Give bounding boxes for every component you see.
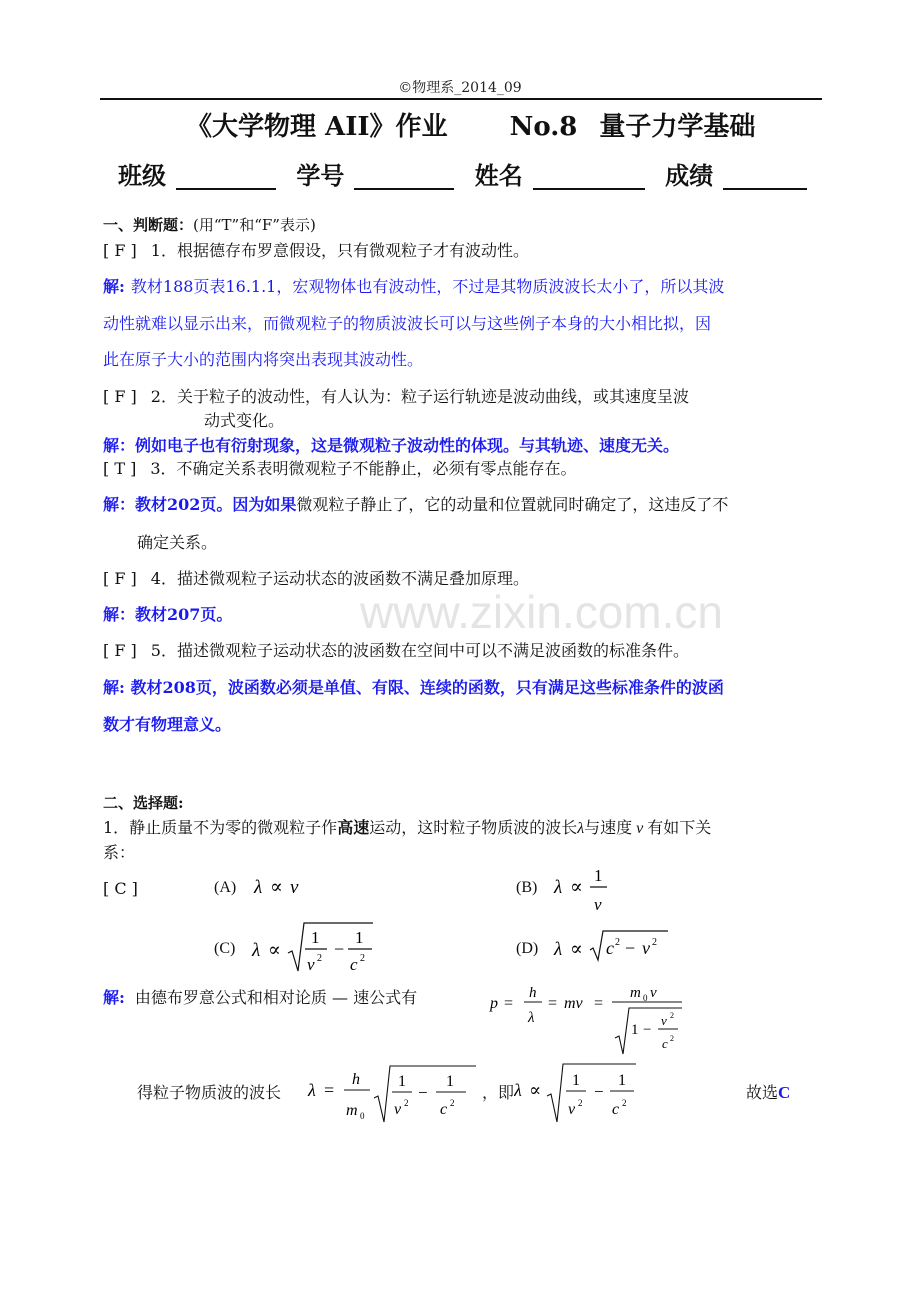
svg-text:2: 2: [670, 1011, 674, 1020]
svg-text:0: 0: [643, 993, 648, 1003]
wavelength-formula: [306, 1062, 482, 1128]
name-blank[interactable]: [533, 164, 645, 190]
class-label: 班级: [118, 161, 166, 190]
svg-text:2: 2: [450, 1098, 455, 1108]
conclusion-answer: C: [778, 1083, 791, 1102]
de-broglie-formula: [488, 978, 688, 1058]
svg-text:−: −: [643, 1022, 652, 1038]
score-label: 成绩: [665, 161, 714, 190]
mc-answer-mark: [ C ]: [103, 879, 138, 898]
svg-text:v: v: [594, 895, 602, 914]
proportional-formula: [514, 1060, 640, 1126]
tf-item-2-cont: 动式变化。: [204, 411, 285, 430]
watermark: www.zixin.com.cn: [360, 586, 723, 638]
svg-text:v: v: [290, 877, 299, 898]
svg-text:1: 1: [631, 1022, 639, 1038]
title-course: 《大学物理 AII》作业: [186, 112, 448, 142]
svg-text:1: 1: [572, 1072, 580, 1089]
svg-text:λ: λ: [528, 1010, 535, 1026]
svg-text:c: c: [612, 1101, 620, 1118]
class-blank[interactable]: [176, 164, 276, 190]
svg-text:∝: ∝: [570, 939, 583, 960]
svg-text:−: −: [594, 1082, 604, 1101]
svg-text:∝: ∝: [268, 940, 281, 961]
score-blank[interactable]: [723, 164, 807, 190]
svg-text:−: −: [418, 1083, 428, 1102]
option-d-label: (D): [516, 940, 539, 957]
title-number: No.8: [509, 112, 578, 142]
svg-text:p: p: [490, 995, 498, 1012]
svg-text:0: 0: [360, 1111, 365, 1121]
tf-solution-3-line2: 确定关系。: [137, 533, 218, 552]
tf-mark-5: [ F ]: [103, 641, 137, 660]
option-d-formula: [552, 928, 674, 964]
svg-text:v: v: [307, 955, 315, 974]
tf-mark-2: [ F ]: [103, 387, 137, 406]
svg-text:1: 1: [594, 866, 603, 885]
tf-item-2: [ F ] 2．关于粒子的波动性，有人认为：粒子运行轨迹是波动曲线，或其速度呈波: [103, 387, 689, 406]
svg-text:∝: ∝: [570, 877, 583, 898]
tf-solution-1-line1: 解: 教材188页表16.1.1，宏观物体也有波动性，不过是其物质波波长太小了，所以其波: [103, 277, 725, 296]
svg-text:−: −: [334, 939, 345, 959]
svg-text:c: c: [440, 1101, 448, 1118]
mc-question-1-line1: 1．静止质量不为零的微观粒子作高速运动，这时粒子物质波的波长λ与速度 v 有如下关: [103, 818, 712, 837]
svg-text:1: 1: [311, 928, 320, 947]
page-title: [186, 106, 755, 143]
svg-text:2: 2: [615, 937, 620, 948]
option-b-formula: [552, 862, 612, 918]
page-header-copyright: ©物理系_2014_09: [398, 80, 522, 96]
svg-text:v: v: [650, 985, 657, 1001]
svg-text:c: c: [350, 955, 358, 974]
svg-text:2: 2: [670, 1034, 674, 1043]
svg-text:λ: λ: [252, 940, 261, 961]
svg-text:λ: λ: [554, 939, 563, 960]
tf-mark-4: [ F ]: [103, 569, 137, 588]
mc-solution-line2-ie: ，即: [482, 1083, 515, 1102]
svg-text:λ: λ: [554, 877, 563, 898]
section2-heading: 二、选择题:: [103, 794, 184, 812]
svg-text:−: −: [625, 938, 636, 958]
student-id-blank[interactable]: [354, 164, 454, 190]
svg-text:c: c: [606, 938, 614, 958]
svg-text:h: h: [352, 1071, 360, 1088]
tf-solution-1-line3: 此在原子大小的范围内将突出表现其波动性。: [103, 350, 424, 369]
svg-text:mv: mv: [564, 995, 583, 1012]
svg-text:c: c: [662, 1036, 668, 1051]
svg-text:v: v: [661, 1013, 667, 1028]
svg-text:1: 1: [446, 1073, 454, 1090]
mc-solution-line2-text: 得粒子物质波的波长: [137, 1083, 282, 1102]
tf-item-1: [ F ] 1．根据德存布罗意假设，只有微观粒子才有波动性。: [103, 241, 529, 260]
option-c-formula: [250, 915, 380, 975]
svg-text:v: v: [568, 1101, 576, 1118]
svg-text:v: v: [394, 1101, 402, 1118]
tf-solution-5-line2: 数才有物理意义。: [103, 715, 232, 734]
svg-text:m: m: [346, 1102, 358, 1119]
svg-text:2: 2: [404, 1098, 409, 1108]
svg-text:1: 1: [398, 1073, 406, 1090]
title-topic: 量子力学基础: [599, 112, 756, 142]
option-a-formula: [250, 872, 310, 902]
svg-text:2: 2: [652, 937, 657, 948]
svg-text:∝: ∝: [529, 1080, 542, 1100]
svg-text:λ: λ: [514, 1080, 522, 1100]
svg-text:=: =: [504, 995, 514, 1012]
tf-solution-3-line1: 解：教材202页。因为如果微观粒子静止了，它的动量和位置就同时确定了，这违反了不: [103, 495, 729, 514]
svg-text:∝: ∝: [270, 877, 283, 898]
tf-item-3: [ T ] 3．不确定关系表明微观粒子不能静止，必须有零点能存在。: [103, 459, 577, 478]
option-a-label: (A): [214, 879, 237, 896]
conclusion: 故选C: [746, 1083, 791, 1102]
svg-text:=: =: [594, 995, 604, 1012]
option-b-label: (B): [516, 879, 538, 896]
tf-mark-3: [ T ]: [103, 459, 137, 478]
tf-solution-2: 解：例如电子也有衍射现象，这是微观粒子波动性的体现。与其轨迹、速度无关。: [103, 436, 680, 455]
section1-heading: 一、判断题：(用“T”和“F”表示): [103, 216, 316, 234]
tf-item-5: [ F ] 5．描述微观粒子运动状态的波函数在空间中可以不满足波函数的标准条件。: [103, 641, 689, 660]
mc-solution-line1: 解: 由德布罗意公式和相对论质 — 速公式有: [103, 988, 418, 1007]
svg-text:h: h: [529, 985, 537, 1001]
name-label: 姓名: [474, 161, 523, 190]
tf-solution-4: 解：教材207页。: [103, 605, 233, 624]
svg-text:=: =: [324, 1080, 335, 1100]
student-info-line: [118, 156, 819, 191]
mc-question-1-line2: 系：: [103, 843, 136, 862]
tf-solution-5-line1: 解: 教材208页，波函数必须是单值、有限、连续的函数，只有满足这些标准条件的波函: [103, 678, 724, 697]
tf-item-4: [ F ] 4．描述微观粒子运动状态的波函数不满足叠加原理。: [103, 569, 529, 588]
svg-text:1: 1: [618, 1072, 626, 1089]
svg-text:m: m: [630, 985, 641, 1001]
svg-text:2: 2: [317, 953, 322, 964]
svg-text:=: =: [548, 995, 558, 1012]
tf-solution-1-line2: 动性就难以显示出来，而微观粒子的物质波波长可以与这些例子本身的大小相比拟，因: [103, 314, 712, 333]
svg-text:2: 2: [622, 1098, 627, 1108]
option-c-label: (C): [214, 940, 236, 957]
svg-text:2: 2: [578, 1098, 583, 1108]
svg-text:v: v: [642, 938, 650, 958]
svg-text:1: 1: [355, 928, 364, 947]
id-label: 学号: [296, 161, 345, 190]
svg-text:λ: λ: [308, 1080, 316, 1100]
svg-text:2: 2: [360, 953, 365, 964]
header-rule: [100, 98, 822, 100]
tf-mark-1: [ F ]: [103, 241, 137, 260]
svg-text:λ: λ: [254, 877, 263, 898]
